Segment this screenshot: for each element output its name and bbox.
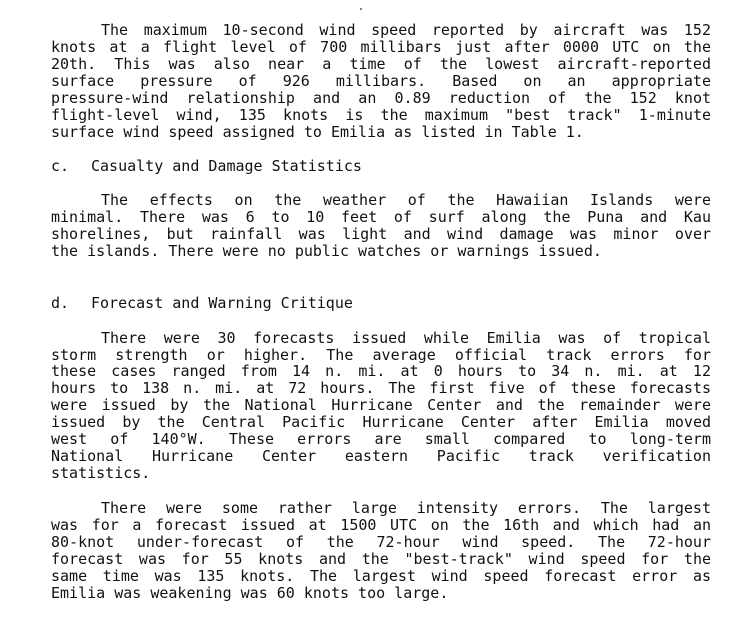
text-line: Emilia was weakening was 60 knots too large.: [51, 584, 449, 602]
text-line: National Hurricane Center eastern Pacific track verification: [51, 447, 711, 465]
text-line: The effects on the weather of the Hawaiian Islands were: [101, 191, 711, 209]
text-line: flight-level wind, 135 knots is the maximum "best track" 1-minute: [51, 106, 711, 124]
text-line: surface wind speed assigned to Emilia as listed in Table 1.: [51, 123, 584, 141]
section-heading-d: [51, 295, 711, 312]
text-line: There were 30 forecasts issued while Emilia was of tropical: [101, 329, 711, 347]
text-line: 20th. This was also near a time of the lowest aircraft-reported: [51, 55, 711, 73]
text-line: shorelines, but rainfall was light and wind damage was minor over: [51, 225, 711, 243]
text-line: minimal. There was 6 to 10 feet of surf along the Puna and Kau: [51, 208, 711, 226]
text-line: The maximum 10-second wind speed reported by aircraft was 152: [101, 21, 711, 39]
text-line: west of 140°W. These errors are small compared to long-term: [51, 430, 711, 448]
section-title: Forecast and Warning Critique: [91, 294, 353, 312]
text-line: surface pressure of 926 millibars. Based on an appropriate: [51, 72, 711, 90]
text-line: storm strength or higher. The average official track errors for: [51, 346, 711, 364]
text-line: these cases ranged from 14 n. mi. at 0 hours to 34 n. mi. at 12: [51, 362, 711, 380]
text-line: forecast was for 55 knots and the "best-track" wind speed for the: [51, 550, 711, 568]
text-line: were issued by the National Hurricane Center and the remainder were: [51, 396, 711, 414]
text-line: was for a forecast issued at 1500 UTC on the 16th and which had an: [51, 516, 711, 534]
text-line: 80-knot under-forecast of the 72-hour wind speed. The 72-hour: [51, 533, 711, 551]
scan-speck: [360, 8, 362, 10]
text-line: same time was 135 knots. The largest wind speed forecast error as: [51, 567, 711, 585]
text-line: There were some rather large intensity errors. The largest: [101, 499, 711, 517]
text-line: hours to 138 n. mi. at 72 hours. The first five of these forecasts: [51, 379, 711, 397]
section-label: d.: [51, 294, 70, 312]
text-line: the islands. There were no public watches or warnings issued.: [51, 242, 602, 260]
section-heading-c: [51, 158, 711, 175]
section-label: c.: [51, 157, 70, 175]
text-line: knots at a flight level of 700 millibars just after 0000 UTC on the: [51, 38, 711, 56]
text-line: pressure-wind relationship and an 0.89 reduction of the 152 knot: [51, 89, 711, 107]
text-line: statistics.: [51, 464, 151, 482]
text-line: issued by the Central Pacific Hurricane Center after Emilia moved: [51, 413, 711, 431]
section-title: Casualty and Damage Statistics: [91, 157, 362, 175]
